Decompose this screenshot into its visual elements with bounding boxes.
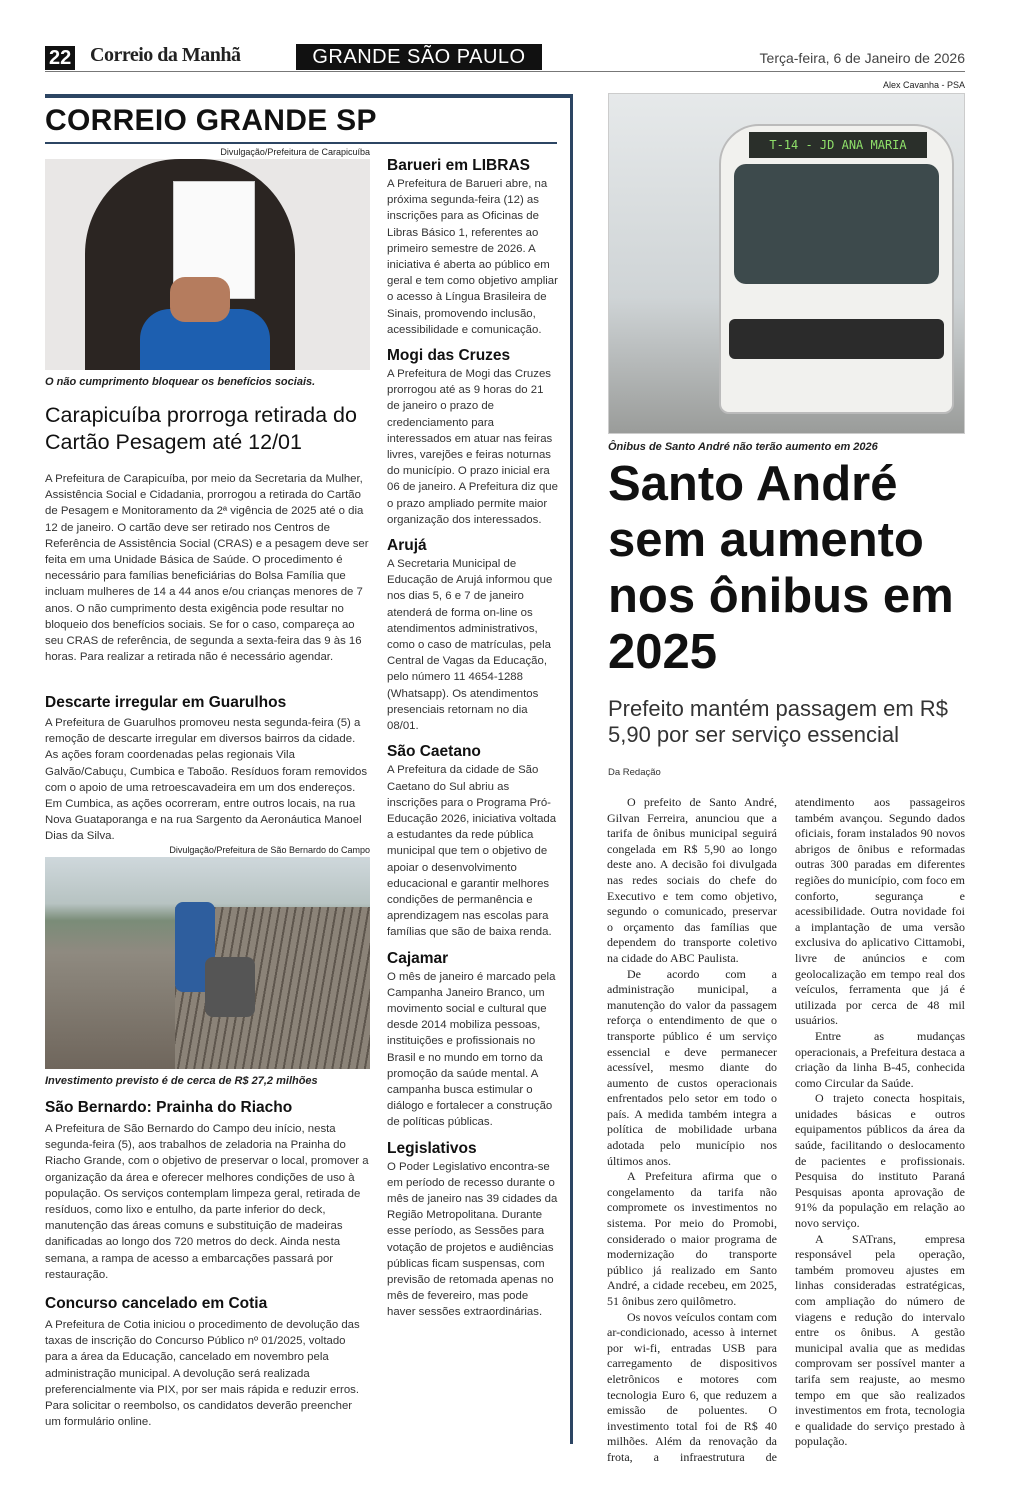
main-headline: Carapicuíba prorroga retirada do Cartão Pesagem até 12/01 bbox=[45, 403, 357, 454]
photo-caption: Ônibus de Santo André não terão aumento em 2026 bbox=[608, 441, 878, 453]
lead-story-body bbox=[607, 795, 965, 1466]
bus-bumper bbox=[729, 319, 944, 359]
photo-credit: Divulgação/Prefeitura de São Bernardo do Campo bbox=[169, 845, 370, 855]
brief-aruja bbox=[387, 536, 559, 734]
brief-cajamar bbox=[387, 949, 559, 1131]
bus-windshield bbox=[734, 164, 939, 284]
byline: Da Redação bbox=[608, 767, 661, 778]
photo-deck-repair bbox=[45, 857, 370, 1069]
section-label: GRANDE SÃO PAULO bbox=[296, 44, 542, 70]
brief-title: Mogi das Cruzes bbox=[387, 347, 511, 365]
photo-caption: O não cumprimento bloquear os benefícios sociais. bbox=[45, 376, 316, 388]
page-number: 22 bbox=[45, 46, 75, 70]
story-paragraph: Os novos veículos contam com ar-condicionado, acesso à internet por wi-fi, entradas USB para carregamento de dispositivos eletrônicos e motores com tecnologia Euro 6, que reduzem a emissão de poluentes. O investimento total foi de R$ 40 milhões. Além da renovação da frota, a infraestrutura de atendimento aos passageiros também avançou. Segundo dados oficiais, foram instalados 90 novos abrigos de ônibus e reformadas outras 300 paradas em diferentes regiões do município, com foco em conforto, segurança e acessibilidade. Outra novidade foi a implantação de uma versão exclusiva do aplicativo Cittamobi, livre de anúncios e com geolocalização em tempo real dos veículos, ferramenta que já é utilizada por cerca de 48 mil usuários. bbox=[607, 795, 965, 1464]
brief-title: São Caetano bbox=[387, 743, 481, 761]
main-body: A Prefeitura de Carapicuíba, por meio da Secretaria da Mulher, Assistência Social e Cidadania, prorrogou a retirada do Cartão de Pesagem e Monitoramento da 2ª vigência de 2025 até o dia 12 de janeiro. O cartão deve ser retirado nos Centros de Referência de Assistência Social (CRAS) e a pesagem deve ser feita em uma Unidade Básica de Saúde. O procedimento é necessário para famílias beneficiárias do Bolsa Família que incluam mulheres de 14 a 44 anos e/ou crianças menores de 7 anos. O não cumprimento desta exigência pode resultar no bloqueio dos benefícios sociais. Se for o caso, compareça ao seu CRAS de referência, de segunda a sexta-feira das 9 às 16 horas. Para realizar a retirada não é necessário agendar. bbox=[45, 473, 369, 664]
worker-shape bbox=[205, 957, 255, 1017]
brief-mogi bbox=[387, 346, 559, 528]
photo-credit: Divulgação/Prefeitura de Carapicuíba bbox=[220, 147, 370, 157]
photo-caption: Investimento previsto é de cerca de R$ 27,2 milhões bbox=[45, 1075, 318, 1087]
brief-body: O Poder Legislativo encontra-se em período de recesso durante o mês de janeiro nas 39 cidades da Região Metropolitana. Durante esse período, as Sessões para votação de projetos e audiências públicas ficam suspensas, com previsão de retomada apenas no mês de fevereiro, mas pode haver sessões extraordinárias. bbox=[387, 1160, 558, 1319]
brief-title: Legislativos bbox=[387, 1139, 477, 1157]
sbc-body: A Prefeitura de São Bernardo do Campo deu início, nesta segunda-feira (5), aos trabalhos de zeladoria na Prainha do Riacho Grande, com o objetivo de preservar o local, promover a organização da área e oferecer melhores condições de uso à população. Os serviços contemplam limpeza geral, retirada de resíduos, como lixo e entulho, da parte inferior do deck, manutenção das áreas comuns e substituição de madeiras danificadas ao longo dos 720 metros do deck. Ainda nesta semana, a rampa de acesso a embarcações passará por restauração. bbox=[45, 1123, 369, 1281]
cotia-body: A Prefeitura de Cotia iniciou o procedimento de devolução das taxas de inscrição do Concurso Público nº 01/2025, voltado para a área da Educação, cancelado em novembro pela administração municipal. A devolução será realizada preferencialmente via PIX, por ser mais rápida e reduzir erros. Para solicitar o reembolso, os candidatos deverão preencher um formulário online. bbox=[45, 1319, 360, 1429]
cotia-title: Concurso cancelado em Cotia bbox=[45, 1295, 268, 1312]
brief-title: Arujá bbox=[387, 537, 427, 555]
brief-body: A Prefeitura da cidade de São Caetano do Sul abriu as inscrições para o Programa Pró-Educação 2026, iniciativa voltada a estudantes da rede pública municipal que tem o objetivo de apoiar o desenvolvimento educacional e garantir melhores condições de permanência e aprendizagem nas escolas para famílias que são de baixa renda. bbox=[387, 764, 557, 939]
hand-shape bbox=[170, 277, 230, 322]
story-paragraph: A SATrans, empresa responsável pela operação, também promoveu ajustes em linhas consideradas estratégicas, com ampliação do número de viagens e redução do intervalo entre os ônibus. A gestão municipal avalia que as medidas comprovam ser possível manter a tarifa sem reajuste, ao mesmo tempo em que são realizados investimentos em frota, tecnologia e qualidade do serviço prestado à população. bbox=[795, 1231, 965, 1449]
story-paragraph: O trajeto conecta hospitais, unidades básicas e outros equipamentos públicos da área da saúde, facilitando o deslocamento de pacientes e profissionais. Pesquisa do instituto Paraná Pesquisas aponta aprovação de 91% da população em relação ao novo serviço. bbox=[795, 1091, 965, 1231]
guarulhos-title: Descarte irregular em Guarulhos bbox=[45, 694, 287, 711]
story-paragraph: A Prefeitura afirma que o congelamento da tarifa não compromete os investimentos no sistema. Por meio do Promobi, considerado o maior programa de modernização do transporte público já realizado em Santo André, a cidade recebeu, em 2025, 51 ônibus zero quilômetro. bbox=[607, 1169, 777, 1308]
section-title-rule bbox=[45, 142, 557, 144]
photo-credit: Alex Cavanha - PSA bbox=[882, 80, 965, 90]
brief-body: A Secretaria Municipal de Educação de Arujá informou que nos dias 5, 6 e 7 de janeiro atenderá de forma on-line os atendimentos administrativos, como o caso de matrículas, pela Central de Vagas da Educação, pelo número 11 4654-1288 (Whatsapp). Os atendimentos presenciais retornam no dia 08/01. bbox=[387, 558, 553, 733]
header-rule bbox=[45, 71, 965, 72]
briefs-column bbox=[387, 148, 559, 1321]
photo-bus bbox=[608, 93, 965, 434]
story-paragraph: O prefeito de Santo André, Gilvan Ferreira, anunciou que a tarifa de ônibus municipal seguirá congelada em R$ 5,90 ao longo deste ano. A decisão foi divulgada nas redes sociais do chefe do Executivo e tem como objetivo, segundo o comunicado, preservar o orçamento das famílias que dependem do transporte coletivo na cidade do ABC Paulista. bbox=[607, 795, 777, 965]
brief-sao-caetano bbox=[387, 742, 559, 940]
brief-body: A Prefeitura de Barueri abre, na próxima segunda-feira (12) as inscrições para as Oficinas de Libras Básico 1, referentes ao primeiro semestre de 2026. A iniciativa é aberta ao público em geral e tem como objetivo ampliar o acesso à Língua Brasileira de Sinais, promovendo inclusão, acessibilidade e comunicação. bbox=[387, 178, 558, 336]
lead-headline: Santo André sem aumento nos ônibus em 2025 bbox=[608, 457, 954, 679]
story-paragraph: De acordo com a administração municipal, a manutenção do valor da passagem reforça o entendimento de que o transporte público é um serviço essencial e deve permanecer acessível, mesmo diante do aumento de custos operacionais enfrentados pelo setor em todo o país. A medida também integra a política de mobilidade urbana adotada pelo município nos últimos anos. bbox=[607, 966, 777, 1168]
brief-title: Cajamar bbox=[387, 949, 449, 967]
story-paragraph: Entre as mudanças operacionais, a Prefeitura destaca a criação da linha B-45, conhecida como Circular da Saúde. bbox=[795, 1028, 965, 1090]
sbc-title: São Bernardo: Prainha do Riacho bbox=[45, 1099, 293, 1116]
brief-body: A Prefeitura de Mogi das Cruzes prorrogou até as 9 horas do 21 de janeiro o prazo de credenciamento para interessados em atuar nas feiras livres, varejões e feiras noturnas do município. O prazo inicial era 06 de janeiro. A Prefeitura diz que o prazo ampliado permite maior organização dos interessados. bbox=[387, 368, 558, 526]
column-divider bbox=[570, 94, 573, 1444]
brief-legislativos bbox=[387, 1139, 559, 1321]
bus-destination-sign: T-14 - JD ANA MARIA bbox=[749, 132, 927, 158]
lead-subhead: Prefeito mantém passagem em R$ 5,90 por ser serviço essencial bbox=[608, 696, 948, 747]
masthead: Correio da Manhã bbox=[90, 44, 241, 66]
brief-body: O mês de janeiro é marcado pela Campanha Janeiro Branco, um movimento social e cultural que desde 2014 mobiliza pessoas, instituições e profissionais no Brasil e no mundo em torno da promoção da saúde mental. A campanha busca estimular o diálogo e fortalecer a construção de políticas públicas. bbox=[387, 970, 556, 1129]
section-top-rule bbox=[45, 94, 573, 98]
brief-barueri bbox=[387, 156, 559, 338]
brief-title: Barueri em LIBRAS bbox=[387, 157, 530, 174]
guarulhos-body: A Prefeitura de Guarulhos promoveu nesta segunda-feira (5) a remoção de descarte irregular em diversos bairros da cidade. As ações foram coordenadas pelas regionais Vila Galvão/Cabuçu, Cumbica e Taboão. Resíduos foram removidos com o apoio de uma retroescavadeira em um dos endereços. Em Cumbica, as ações ocorreram, entre outros locais, na rua Nova Guataporanga e na rua Sargento da Aeronáutica Manoel Dias da Silva. bbox=[45, 717, 368, 843]
issue-date: Terça-feira, 6 de Janeiro de 2026 bbox=[759, 50, 965, 66]
section-title: CORREIO GRANDE SP bbox=[45, 104, 377, 137]
photo-card-holder bbox=[45, 159, 370, 370]
